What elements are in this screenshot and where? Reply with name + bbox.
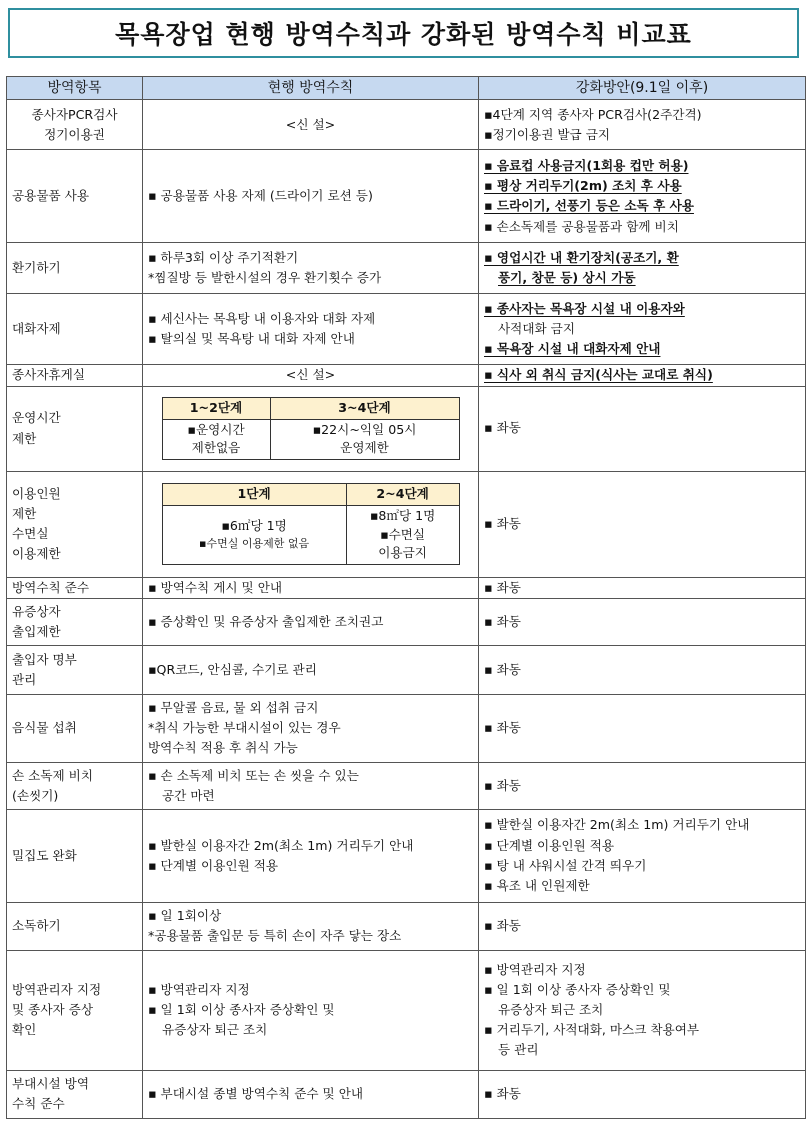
table-row — [7, 243, 806, 294]
stage-cell: ▪8㎡당 1명 ▪수면실 이용금지 — [346, 505, 459, 565]
current-cell — [143, 809, 479, 902]
item-text: 공용물품 사용 — [12, 188, 89, 204]
item-cell — [7, 577, 143, 598]
current-text: ▪ 하루3회 이상 주기적환기 — [148, 250, 299, 266]
enhanced-cell — [479, 694, 806, 762]
enhanced-text: ▪ 좌동 — [484, 1086, 521, 1102]
item-cell — [7, 100, 143, 150]
current-cell — [143, 150, 479, 243]
table-row — [7, 902, 806, 950]
current-cell — [143, 294, 479, 365]
enhanced-cell — [479, 1070, 806, 1118]
enhanced-cell — [479, 294, 806, 365]
stage-subtable — [162, 397, 460, 461]
comparison-table — [6, 76, 806, 1119]
enhanced-text: ▪ 목욕장 시설 내 대화자제 안내 — [484, 341, 661, 357]
enhanced-cell — [479, 365, 806, 386]
enhanced-cell — [479, 100, 806, 150]
item-text: 이용제한 — [12, 546, 61, 562]
current-text: <신 설> — [285, 367, 336, 383]
current-cell — [143, 950, 479, 1070]
current-text: ▪ 발한실 이용자간 2m(최소 1m) 거리두기 안내 — [148, 837, 414, 853]
item-cell — [7, 645, 143, 694]
enhanced-text: ▪ 식사 외 취식 금지(식사는 교대로 취식) — [484, 367, 713, 383]
enhanced-text: ▪ 음료컵 사용금지(1회용 컵만 허용) — [484, 158, 689, 174]
current-text: ▪ 공용물품 사용 자제 (드라이기 로션 등) — [148, 188, 373, 204]
item-text: 방역수칙 준수 — [12, 579, 89, 595]
table-row — [7, 645, 806, 694]
item-cell — [7, 694, 143, 762]
stage-header: 1단계 — [162, 483, 346, 505]
current-cell — [143, 645, 479, 694]
current-text: ▪ 증상확인 및 유증상자 출입제한 조치권고 — [148, 613, 384, 629]
item-text: 확인 — [12, 1022, 37, 1038]
enhanced-text: ▪ 탕 내 샤워시설 간격 띄우기 — [484, 857, 647, 873]
table-row — [7, 365, 806, 386]
enhanced-cell — [479, 762, 806, 809]
table-row — [7, 386, 806, 471]
current-text: ▪ 일 1회이상 — [148, 908, 222, 924]
current-cell — [143, 386, 479, 471]
current-text: ▪ 일 1회 이상 종사자 증상확인 및 — [148, 1002, 335, 1018]
current-cell — [143, 243, 479, 294]
current-text: <신 설> — [285, 116, 336, 132]
current-cell — [143, 365, 479, 386]
enhanced-cell — [479, 243, 806, 294]
enhanced-cell — [479, 902, 806, 950]
enhanced-text: ▪ 손소독제를 공용물품과 함께 비치 — [484, 218, 679, 234]
item-text: 제한 — [12, 430, 37, 446]
item-text: 운영시간 — [12, 410, 61, 426]
current-cell — [143, 694, 479, 762]
current-text: ▪QR코드, 안심콜, 수기로 관리 — [148, 661, 317, 677]
enhanced-text: ▪ 발한실 이용자간 2m(최소 1m) 거리두기 안내 — [484, 817, 750, 833]
current-text: *취식 가능한 부대시설이 있는 경우 — [148, 720, 341, 736]
item-cell — [7, 809, 143, 902]
enhanced-text: ▪ 욕조 내 인원제한 — [484, 877, 590, 893]
enhanced-cell — [479, 809, 806, 902]
enhanced-text: 풍기, 창문 등) 상시 가동 — [498, 270, 636, 286]
item-text: 출입제한 — [12, 623, 61, 639]
enhanced-text: ▪ 단계별 이용인원 적용 — [484, 837, 615, 853]
enhanced-text: ▪ 좌동 — [484, 515, 521, 531]
enhanced-text: ▪ 좌동 — [484, 420, 521, 436]
enhanced-text: ▪ 영업시간 내 환기장치(공조기, 환 — [484, 250, 679, 266]
header-item: 방역항목 — [7, 77, 143, 100]
enhanced-text: ▪ 좌동 — [484, 661, 521, 677]
item-text: 방역관리자 지정 — [12, 981, 102, 997]
header-enhanced: 강화방안(9.1일 이후) — [479, 77, 806, 100]
stage-header: 3~4단계 — [270, 397, 459, 419]
item-text: 음식물 섭취 — [12, 720, 77, 736]
enhanced-text: ▪ 좌동 — [484, 579, 521, 595]
current-text: 공간 마련 — [162, 787, 215, 803]
item-cell — [7, 598, 143, 645]
enhanced-text: ▪ 좌동 — [484, 613, 521, 629]
enhanced-text: ▪ 드라이기, 선풍기 등은 소독 후 사용 — [484, 198, 694, 214]
table-row — [7, 950, 806, 1070]
current-text: ▪ 세신사는 목욕탕 내 이용자와 대화 자제 — [148, 311, 376, 327]
item-text: 종사자휴게실 — [12, 367, 85, 383]
current-text: *공용물품 출입문 등 특히 손이 자주 닿는 장소 — [148, 928, 402, 944]
current-cell — [143, 1070, 479, 1118]
table-row — [7, 809, 806, 902]
enhanced-text: ▪4단계 지역 종사자 PCR검사(2주간격) — [484, 106, 702, 122]
table-row — [7, 294, 806, 365]
table-row — [7, 150, 806, 243]
current-text: ▪ 부대시설 종별 방역수칙 준수 및 안내 — [148, 1086, 364, 1102]
enhanced-cell — [479, 950, 806, 1070]
stage-cell: ▪6㎡당 1명 ▪수면실 이용제한 없음 — [162, 505, 346, 565]
table-row — [7, 577, 806, 598]
current-text: ▪ 방역관리자 지정 — [148, 981, 250, 997]
enhanced-cell — [479, 150, 806, 243]
item-cell — [7, 243, 143, 294]
item-text: 유증상자 — [12, 603, 61, 619]
item-text: 대화자제 — [12, 321, 61, 337]
item-cell — [7, 1070, 143, 1118]
enhanced-text: ▪정기이용권 발급 금지 — [484, 126, 611, 142]
item-text: (손씻기) — [12, 787, 59, 803]
current-text: ▪ 손 소독제 비치 또는 손 씻을 수 있는 — [148, 767, 359, 783]
enhanced-text: ▪ 좌동 — [484, 720, 521, 736]
stage-header: 1~2단계 — [162, 397, 270, 419]
item-text: 부대시설 방역 — [12, 1076, 89, 1092]
current-text: 유증상자 퇴근 조치 — [162, 1022, 268, 1038]
item-text: 정기이용권 — [44, 126, 105, 142]
current-text: 방역수칙 적용 후 취식 가능 — [148, 740, 298, 756]
current-cell — [143, 100, 479, 150]
page-title: 목욕장업 현행 방역수칙과 강화된 방역수칙 비교표 — [115, 20, 692, 49]
item-cell — [7, 386, 143, 471]
item-text: 관리 — [12, 671, 37, 687]
item-text: 수면실 — [12, 526, 49, 542]
item-text: 종사자PCR검사 — [31, 106, 118, 122]
table-row — [7, 694, 806, 762]
current-text: ▪ 방역수칙 게시 및 안내 — [148, 579, 283, 595]
item-cell — [7, 294, 143, 365]
table-row — [7, 1070, 806, 1118]
enhanced-cell — [479, 598, 806, 645]
item-cell — [7, 762, 143, 809]
enhanced-text: ▪ 거리두기, 사적대화, 마스크 착용여부 — [484, 1022, 700, 1038]
enhanced-text: ▪ 평상 거리두기(2m) 조치 후 사용 — [484, 178, 682, 194]
stage-header: 2~4단계 — [346, 483, 459, 505]
item-cell — [7, 365, 143, 386]
current-text: *찜질방 등 발한시설의 경우 환기횟수 증가 — [148, 270, 382, 286]
current-cell — [143, 598, 479, 645]
current-cell — [143, 902, 479, 950]
header-row — [7, 77, 806, 100]
stage-cell: ▪22시~익일 05시 운영제한 — [270, 419, 459, 460]
enhanced-cell — [479, 386, 806, 471]
item-text: 환기하기 — [12, 260, 61, 276]
enhanced-cell — [479, 645, 806, 694]
current-text: ▪ 탈의실 및 목욕탕 내 대화 자제 안내 — [148, 331, 355, 347]
title-box — [8, 8, 799, 58]
table-row — [7, 471, 806, 577]
stage-cell: ▪운영시간 제한없음 — [162, 419, 270, 460]
enhanced-text: ▪ 좌동 — [484, 918, 521, 934]
item-cell — [7, 902, 143, 950]
item-text: 제한 — [12, 505, 37, 521]
item-text: 밀집도 완화 — [12, 847, 77, 863]
table-row — [7, 598, 806, 645]
enhanced-text: ▪ 종사자는 목욕장 시설 내 이용자와 — [484, 301, 685, 317]
enhanced-text: 사적대화 금지 — [498, 321, 575, 337]
enhanced-text: ▪ 좌동 — [484, 777, 521, 793]
item-text: 이용인원 — [12, 485, 61, 501]
current-text: ▪ 무알콜 음료, 물 외 섭취 금지 — [148, 699, 319, 715]
item-text: 및 종사자 증상 — [12, 1002, 93, 1018]
item-cell — [7, 471, 143, 577]
enhanced-text: ▪ 방역관리자 지정 — [484, 961, 586, 977]
item-text: 수칙 준수 — [12, 1096, 65, 1112]
item-text: 손 소독제 비치 — [12, 767, 93, 783]
enhanced-cell — [479, 577, 806, 598]
current-cell — [143, 762, 479, 809]
header-current: 현행 방역수칙 — [143, 77, 479, 100]
enhanced-text: 등 관리 — [498, 1042, 539, 1058]
enhanced-cell — [479, 471, 806, 577]
item-text: 출입자 명부 — [12, 651, 77, 667]
item-text: 소독하기 — [12, 918, 61, 934]
current-cell — [143, 471, 479, 577]
item-cell — [7, 950, 143, 1070]
stage-subtable — [162, 483, 460, 566]
enhanced-text: 유증상자 퇴근 조치 — [498, 1002, 604, 1018]
enhanced-text: ▪ 일 1회 이상 종사자 증상확인 및 — [484, 981, 671, 997]
table-row — [7, 100, 806, 150]
item-cell — [7, 150, 143, 243]
current-text: ▪ 단계별 이용인원 적용 — [148, 857, 279, 873]
current-cell — [143, 577, 479, 598]
table-row — [7, 762, 806, 809]
